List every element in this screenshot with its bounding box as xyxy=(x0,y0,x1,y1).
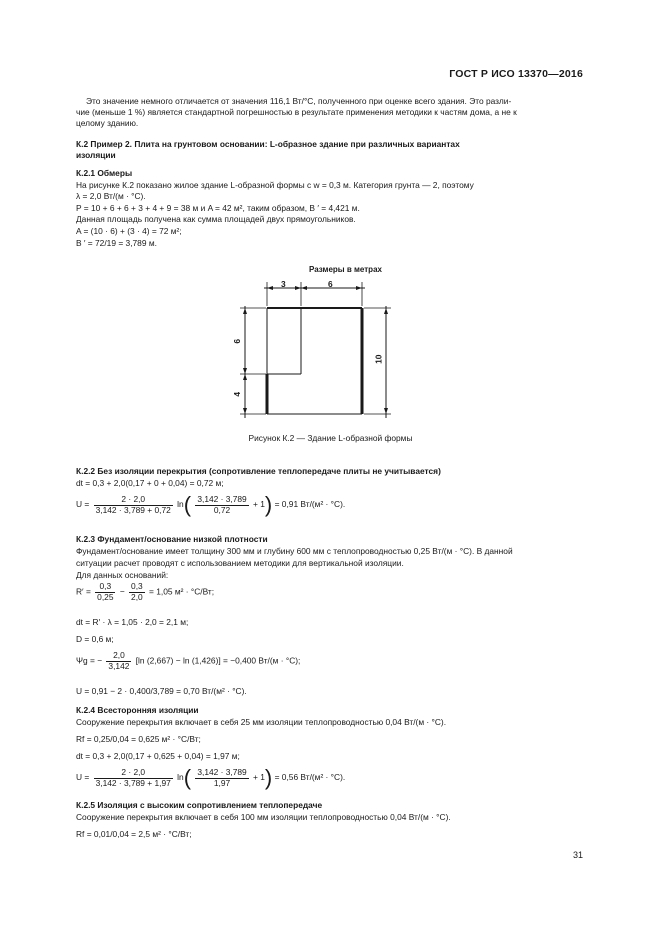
eq-lhs: U = xyxy=(76,499,90,510)
eq-lhs: R′ = xyxy=(76,586,91,597)
k22-u-equation: U = $\frac{2 \cdot 2,0}{3,142 \cdot 3,789 + 0,72}$ ln( $\frac{3,142 \cdot 3,789}{0,72}$ + 1) = 0,91 Вт/(м² · °С). xyxy=(76,492,346,517)
dim-label-top-left: 3 xyxy=(281,279,286,289)
eq-fraction xyxy=(95,582,115,602)
k24-rf: Rf = 0,25/0,04 = 0,625 м² · °С/Вт; xyxy=(76,734,201,744)
k24-u-equation: U = $\frac{2 \cdot 2,0}{3,142 \cdot 3,789 + 1,97}$ ln( $\frac{3,142 \cdot 3,789}{1,97}$ + 1) = 0,56 Вт/(м² · °С). xyxy=(76,765,346,790)
k23-dt: dt = R′ · λ = 1,05 · 2,0 = 2,1 м; xyxy=(76,617,189,627)
eq-result: = 0,56 Вт/(м² · °С). xyxy=(274,772,346,783)
eq-fraction xyxy=(106,651,131,671)
eq-denominator: 2,0 xyxy=(131,591,143,602)
eq-fraction xyxy=(195,495,248,515)
eq-result: = 0,91 Вт/(м² · °С). xyxy=(274,499,346,510)
eq-fraction xyxy=(94,768,173,788)
eq-denominator: 3,142 · 3,789 + 0,72 xyxy=(95,504,171,515)
eq-lhs: Ψg = − xyxy=(76,655,103,666)
k21-line: Данная площадь получена как сумма площадей двух прямоугольников. xyxy=(76,214,356,224)
dim-label-left-lower: 4 xyxy=(232,391,243,397)
eq-fraction xyxy=(94,495,173,515)
intro-line-2: чие (меньше 1 %) является стандартной погрешностью в результате применения методики к частям дома, а не к xyxy=(76,107,517,117)
k23-line: ситуации расчет проводят с использованием методики для вертикальной изоляции. xyxy=(76,558,404,568)
k21-line: A = (10 · 6) + (3 · 4) = 72 м²; xyxy=(76,226,182,236)
eq-lhs: U = xyxy=(76,772,90,783)
section-k2-title-cont: изоляции xyxy=(76,150,116,160)
dim-label-right: 10 xyxy=(373,354,384,364)
eq-ln: ln xyxy=(177,772,184,783)
eq-denominator: 0,25 xyxy=(97,591,114,602)
eq-tail: + 1 xyxy=(253,499,265,510)
section-k22-title: К.2.2 Без изоляции перекрытия (сопротивление теплопередаче плиты не учитывается) xyxy=(76,466,441,476)
eq-ln: ln xyxy=(177,499,184,510)
eq-numerator: 2,0 xyxy=(106,651,131,662)
eq-result: [ln (2,667) − ln (1,426)] = −0,400 Вт/(м · °С); xyxy=(135,655,301,666)
eq-fraction xyxy=(129,582,145,602)
eq-numerator: 0,3 xyxy=(131,581,143,591)
eq-denominator: 0,72 xyxy=(213,504,231,515)
dim-label-top-right: 6 xyxy=(328,279,333,289)
eq-numerator: 3,142 · 3,789 xyxy=(197,766,247,777)
eq-numerator: 0,3 xyxy=(95,582,115,593)
eq-numerator: 2 · 2,0 xyxy=(94,768,173,779)
section-k21-title: К.2.1 Обмеры xyxy=(76,168,133,178)
section-k2-title: К.2 Пример 2. Плита на грунтовом основании: L-образное здание при различных вариантах xyxy=(76,139,460,149)
k21-line: P = 10 + 6 + 6 + 3 + 4 + 9 = 38 м и A = 42 м², таким образом, B ′ = 4,421 м. xyxy=(76,203,360,213)
eq-tail: + 1 xyxy=(253,772,265,783)
eq-minus: − xyxy=(119,586,125,597)
k23-line: Для данных оснований: xyxy=(76,570,169,580)
document-header: ГОСТ Р ИСО 13370—2016 xyxy=(449,68,583,80)
eq-denominator: 3,142 · 3,789 + 1,97 xyxy=(95,777,171,788)
dim-label-left-upper: 6 xyxy=(232,338,243,344)
k25-line: Сооружение перекрытия включает в себя 100 мм изоляции теплопроводностью 0,04 Вт/(м · °С). xyxy=(76,812,451,822)
eq-denominator: 3,142 xyxy=(108,660,130,671)
eq-result: = 1,05 м² · °С/Вт; xyxy=(149,586,215,597)
section-k24-title: К.2.4 Всесторонняя изоляции xyxy=(76,705,199,715)
intro-line-1: Это значение немного отличается от значения 116,1 Вт/°С, полученного при оценке всего здания. Это разли- xyxy=(86,96,512,106)
k23-psi-equation xyxy=(76,651,300,671)
eq-denominator: 1,97 xyxy=(213,777,231,788)
eq-numerator: 3,142 · 3,789 xyxy=(197,493,247,504)
k21-line: λ = 2,0 Вт/(м · °С). xyxy=(76,191,146,201)
k23-u: U = 0,91 − 2 · 0,400/3,789 = 0,70 Вт/(м² · °С). xyxy=(76,686,247,696)
section-k23-title: К.2.3 Фундамент/основание низкой плотности xyxy=(76,534,268,544)
k23-r-equation xyxy=(76,582,214,602)
figure-caption: Рисунок К.2 — Здание L-образной формы xyxy=(248,433,413,443)
intro-line-3: целому зданию. xyxy=(76,118,139,128)
k23-d: D = 0,6 м; xyxy=(76,634,114,644)
k21-line: На рисунке К.2 показано жилое здание L-образной формы с w = 0,3 м. Категория грунта — 2, поэтому xyxy=(76,180,474,190)
k21-line: B ′ = 72/19 = 3,789 м. xyxy=(76,238,157,248)
k24-line: Сооружение перекрытия включает в себя 25 мм изоляции теплопроводностью 0,04 Вт/(м · °С). xyxy=(76,717,447,727)
eq-numerator: 2 · 2,0 xyxy=(94,495,173,506)
eq-fraction xyxy=(195,768,248,788)
k22-dt: dt = 0,3 + 2,0(0,17 + 0 + 0,04) = 0,72 м; xyxy=(76,478,224,488)
page-number: 31 xyxy=(572,850,583,860)
k24-dt: dt = 0,3 + 2,0(0,17 + 0,625 + 0,04) = 1,97 м; xyxy=(76,751,240,761)
figure-dims-title: Размеры в метрах xyxy=(309,265,382,274)
k23-line: Фундамент/основание имеет толщину 300 мм и глубину 600 мм с теплопроводностью 0,25 Вт/(м · °С). В данной xyxy=(76,546,513,556)
section-k25-title: К.2.5 Изоляция с высоким сопротивлением теплопередаче xyxy=(76,800,323,810)
k25-rf: Rf = 0,01/0,04 = 2,5 м² · °С/Вт; xyxy=(76,829,192,839)
